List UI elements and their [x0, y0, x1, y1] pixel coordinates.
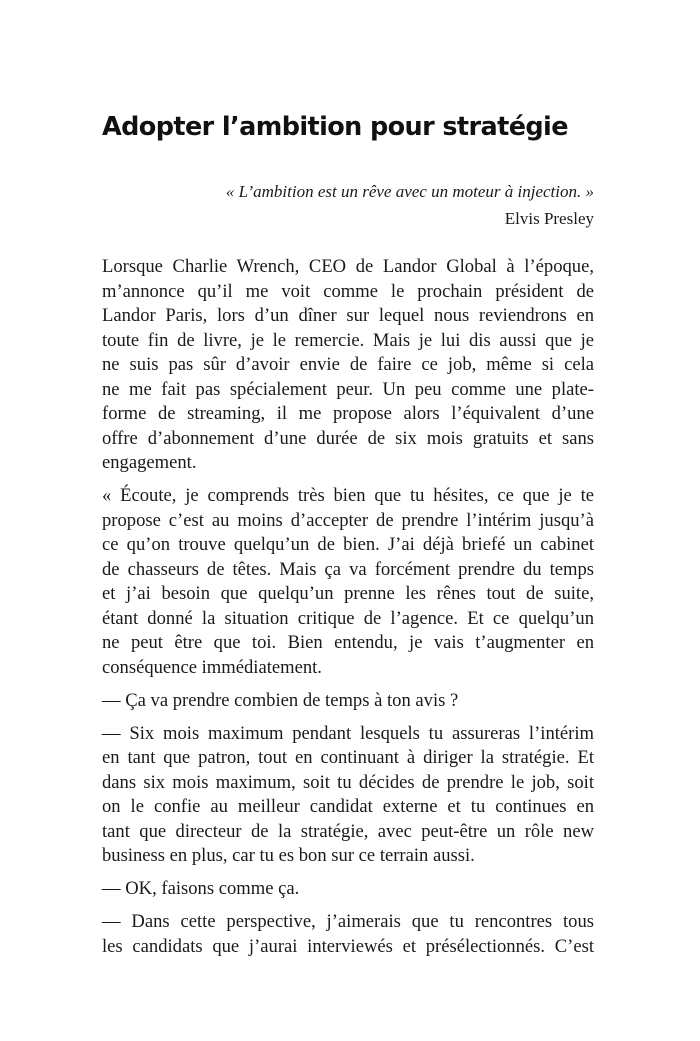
- text-line: — Dans cette perspective, j’aimerais que tu rencontres tous: [102, 911, 594, 932]
- paragraph: [102, 484, 594, 680]
- text-line: en tant que patron, tout en continuant à diriger la stratégie. Et: [102, 747, 594, 768]
- paragraph: [102, 877, 594, 902]
- text-line: — Six mois maximum pendant lesquels tu assureras l’intérim: [102, 722, 594, 744]
- epigraph-author: Elvis Presley: [504, 209, 594, 228]
- text-line: conséquence immédiatement.: [102, 656, 322, 678]
- paragraph: [102, 910, 594, 959]
- text-line: — Ça va prendre combien de temps à ton avis ?: [102, 689, 459, 711]
- text-line: ce qu’on trouve quelqu’un de bien. J’ai déjà briefé un cabinet: [102, 534, 594, 555]
- text-line: de chasseurs de têtes. Mais ça va forcément prendre du temps: [102, 558, 594, 580]
- epigraph-quote: « L’ambition est un rêve avec un moteur à injection. »: [225, 182, 594, 201]
- text-line: — OK, faisons comme ça.: [102, 878, 300, 899]
- text-line: propose c’est au moins d’accepter de prendre l’intérim jusqu’à: [102, 509, 594, 531]
- epigraph: [226, 178, 594, 232]
- text-line: tant que directeur de la stratégie, avec peut-être un rôle new: [102, 820, 594, 842]
- text-line: les candidats que j’aurai interviewés et présélectionnés. C’est: [102, 935, 594, 957]
- text-line: « Écoute, je comprends très bien que tu hésites, ce que je te: [102, 485, 594, 506]
- text-line: Landor Paris, lors d’un dîner sur lequel nous reviendrons en: [102, 305, 594, 326]
- text-line: ne peut être que toi. Bien entendu, je vais t’augmenter en: [102, 632, 594, 653]
- text-line: et j’ai besoin que quelqu’un prenne les rênes tout de suite,: [102, 583, 594, 604]
- paragraph: [102, 255, 594, 476]
- text-line: offre d’abonnement d’une durée de six mois gratuits et sans: [102, 427, 594, 449]
- text-line: forme de streaming, il me propose alors l’équivalent d’une: [102, 403, 594, 424]
- chapter-title: Adopter l’ambition pour stratégie: [102, 112, 568, 142]
- paragraph: [102, 689, 594, 714]
- text-line: étant donné la situation critique de l’agence. Et ce quelqu’un: [102, 607, 594, 629]
- text-line: engagement.: [102, 452, 197, 473]
- text-line: on le confie au meilleur candidat externe et tu continues en: [102, 796, 594, 817]
- text-line: toute fin de livre, je le remercie. Mais je lui dis aussi que je: [102, 329, 594, 351]
- text-line: ne suis pas sûr d’avoir envie de faire ce job, même si cela: [102, 354, 594, 375]
- body-text: [102, 255, 594, 968]
- paragraph: [102, 722, 594, 869]
- text-line: business en plus, car tu es bon sur ce terrain aussi.: [102, 845, 475, 866]
- text-line: ne me fait pas spécialement peur. Un peu comme une plate-: [102, 378, 594, 400]
- text-line: dans six mois maximum, soit tu décides de prendre le job, soit: [102, 771, 594, 793]
- text-line: m’annonce qu’il me voit comme le prochain président de: [102, 280, 594, 302]
- text-line: Lorsque Charlie Wrench, CEO de Landor Global à l’époque,: [102, 256, 594, 277]
